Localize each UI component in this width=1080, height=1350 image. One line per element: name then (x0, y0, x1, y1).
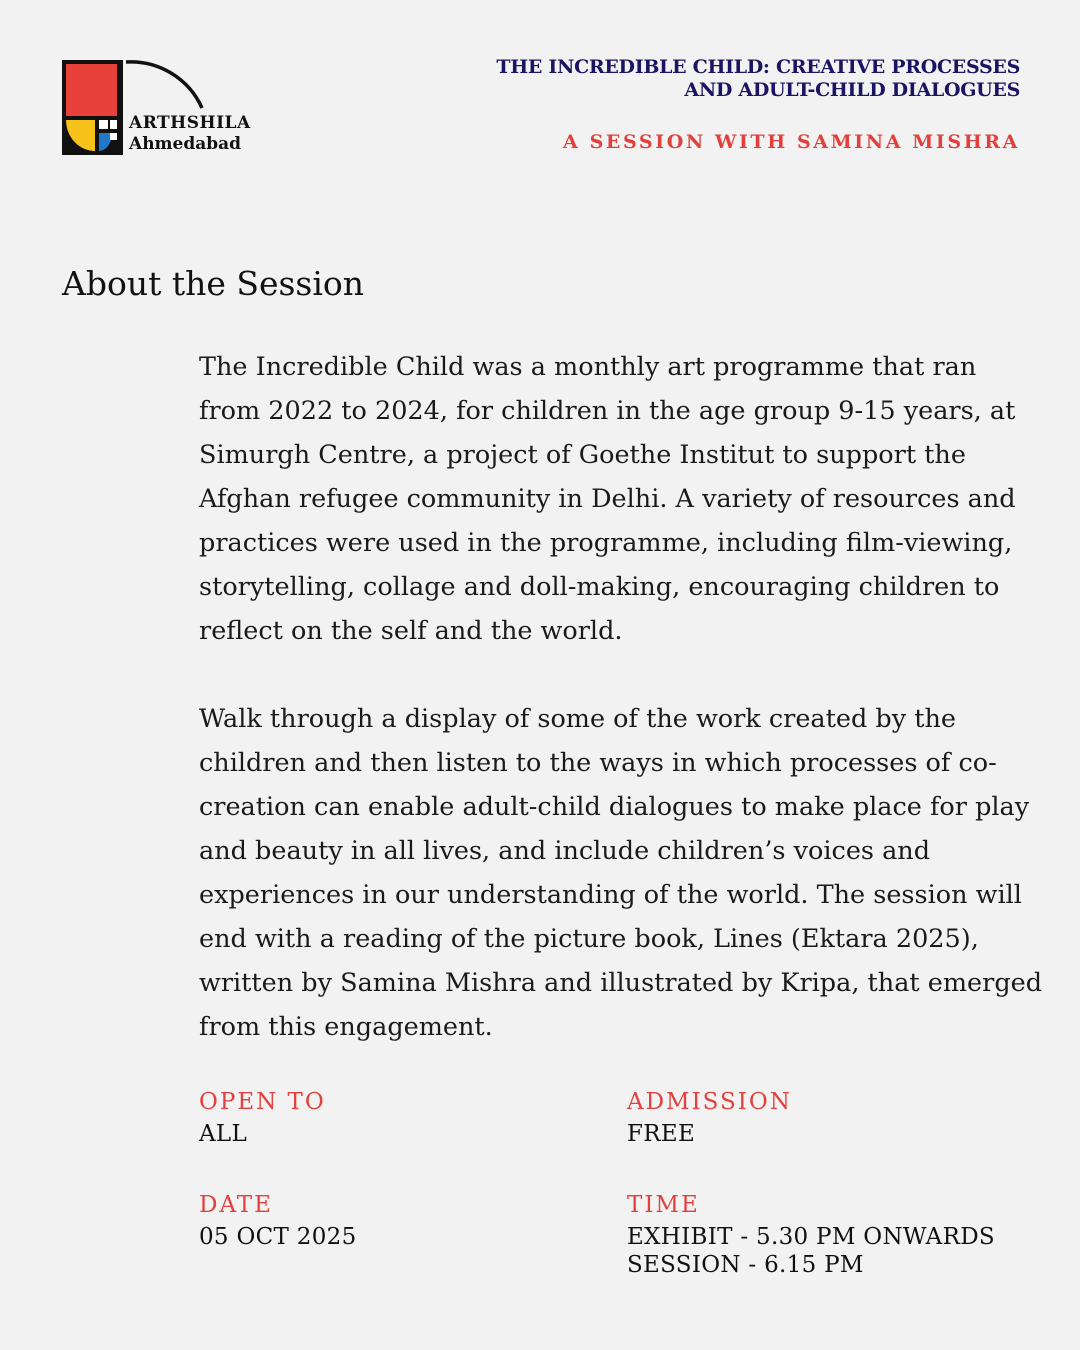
paragraph-line: children and then listen to the ways in which processes of co- (199, 748, 997, 778)
paragraph-line: Afghan refugee community in Delhi. A variety of resources and (199, 484, 1016, 514)
paragraph-line: end with a reading of the picture book, Lines (Ektara 2025), (199, 924, 979, 954)
event-subtitle: A SESSION WITH SAMINA MISHRA (563, 131, 1020, 153)
date-value: 05 OCT 2025 (199, 1224, 357, 1250)
logo-name: ARTHSHILA (129, 113, 251, 133)
description-paragraph-2 (199, 697, 1043, 1049)
time-value-session: SESSION - 6.15 PM (627, 1252, 864, 1278)
arthshila-logo (62, 60, 262, 160)
event-title-line: AND ADULT-CHILD DIALOGUES (684, 79, 1020, 101)
paragraph-line: and beauty in all lives, and include children’s voices and (199, 836, 931, 866)
time-value-exhibit: EXHIBIT - 5.30 PM ONWARDS (627, 1224, 995, 1250)
paragraph-line: practices were used in the programme, including film-viewing, (199, 528, 1013, 558)
open-to-label: OPEN TO (199, 1089, 326, 1115)
paragraph-line: experiences in our understanding of the world. The session will (199, 880, 1022, 910)
admission-value: FREE (627, 1121, 696, 1147)
paragraph-line: reflect on the self and the world. (199, 616, 623, 646)
time-label: TIME (627, 1192, 700, 1218)
paragraph-line: creation can enable adult-child dialogues to make place for play (199, 792, 1030, 822)
paragraph-line: from this engagement. (199, 1012, 493, 1042)
paragraph-line: written by Samina Mishra and illustrated by Kripa, that emerged (199, 968, 1043, 998)
paragraph-line: storytelling, collage and doll-making, encouraging children to (199, 572, 1000, 602)
paragraph-line: from 2022 to 2024, for children in the age group 9-15 years, at (199, 396, 1016, 426)
paragraph-line: The Incredible Child was a monthly art programme that ran (199, 352, 977, 382)
event-title-line: THE INCREDIBLE CHILD: CREATIVE PROCESSES (496, 56, 1020, 78)
paragraph-line: Walk through a display of some of the work created by the (199, 704, 956, 734)
admission-label: ADMISSION (627, 1089, 792, 1115)
description-paragraph-1 (199, 345, 1029, 653)
event-title (496, 56, 1020, 102)
logo-city: Ahmedabad (129, 134, 242, 154)
open-to-value: ALL (199, 1121, 248, 1147)
date-label: DATE (199, 1192, 273, 1218)
section-heading: About the Session (62, 264, 365, 303)
paragraph-line: Simurgh Centre, a project of Goethe Institut to support the (199, 440, 966, 470)
